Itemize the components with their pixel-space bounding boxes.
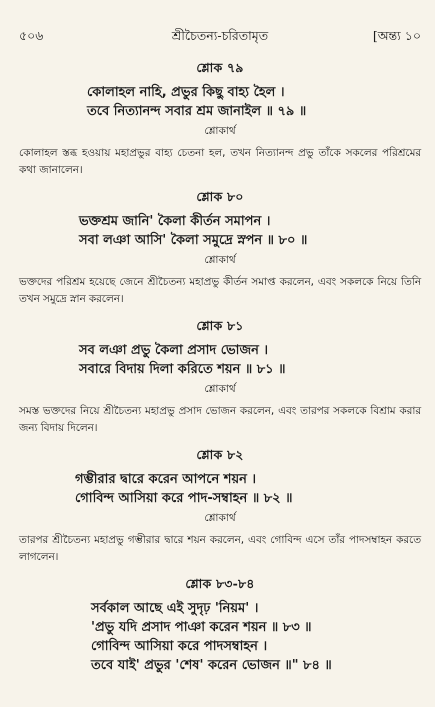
verse-line: কোলাহল নাহি, প্রভুর কিছু বাহ্য হৈল । [87, 85, 285, 100]
verse-line: 'প্রভু যদি প্রসাদ পাঞা করেন শয়ন ॥ ৮৩ ॥ [91, 620, 312, 635]
chapter-reference: [অন্ত্য ১০ [372, 28, 421, 43]
sloka-section-83-84 [19, 576, 421, 675]
translation-text: সমস্ত ভক্তদের নিয়ে শ্রীচৈতন্য মহাপ্রভু প্রসাদ ভোজন করলেন, এবং তারপর সকলকে বিশ্রাম করার জন্য বিদায় দিলেন। [19, 405, 421, 434]
verse-line: ভক্তশ্রম জানি' কৈলা কীর্তন সমাপন । [79, 214, 271, 229]
translation-label: শ্লোকার্থ [204, 125, 236, 137]
sloka-label: শ্লোক ৮৩-৮৪ [185, 576, 255, 591]
page-number: ৫০৬ [19, 28, 44, 43]
translation-text: কোলাহল স্তব্ধ হওয়ায় মহাপ্রভুর বাহ্য চেতনা হল, তখন নিত্যানন্দ প্রভু তাঁকে সকলের পরিশ্রমের কথা জানালেন। [19, 147, 421, 176]
verse-line: সর্বকাল আছে এই সুদৃঢ় 'নিয়ম' । [91, 601, 259, 616]
verse-line: তবে নিত্যানন্দ সবার শ্রম জানাইল ॥ ৭৯ ॥ [87, 104, 307, 119]
sloka-label: শ্লোক ৮২ [196, 447, 244, 462]
page-header [19, 28, 421, 50]
sloka-label: শ্লোক ৭৯ [196, 60, 244, 75]
verse-line: সব লঞা প্রভু কৈলা প্রসাদ ভোজন । [79, 343, 269, 358]
translation-label: শ্লোকার্থ [204, 254, 236, 266]
sloka-label: শ্লোক ৮১ [196, 318, 244, 333]
sloka-section-80 [19, 189, 421, 308]
verse-line: গোবিন্দ আসিয়া করে পাদ-সম্বাহন ॥ ৮২ ॥ [75, 491, 293, 506]
translation-text: তারপর শ্রীচৈতন্য মহাপ্রভু গম্ভীরার দ্বারে শয়ন করলেন, এবং গোবিন্দ এসে তাঁর পাদসম্বাহন করতে লাগলেন। [19, 534, 421, 563]
sloka-section-79 [19, 60, 421, 179]
translation-label: শ্লোকার্থ [204, 512, 236, 524]
translation-text: ভক্তদের পরিশ্রম হয়েছে জেনে শ্রীচৈতন্য মহাপ্রভু কীর্তন সমাপ্ত করলেন, এবং সকলকে নিয়ে তিনি তখন সমুদ্রে স্নান করলেন। [19, 276, 421, 305]
verse-line: গোবিন্দ আসিয়া করে পাদসম্বাহন । [91, 639, 268, 654]
verse-line: গম্ভীরার দ্বারে করেন আপনে শয়ন । [75, 472, 257, 487]
sloka-label: শ্লোক ৮০ [196, 189, 244, 204]
sloka-section-81 [19, 318, 421, 437]
verse-line: সবারে বিদায় দিলা করিতে শয়ন ॥ ৮১ ॥ [79, 362, 286, 377]
sloka-section-82 [19, 447, 421, 566]
verse-line: তবে যাই' প্রভুর 'শেষ' করেন ভোজন ॥" ৮৪ ॥ [91, 658, 332, 673]
translation-label: শ্লোকার্থ [204, 383, 236, 395]
verse-line: সবা লঞা আসি' কৈলা সমুদ্রে স্নপন ॥ ৮০ ॥ [79, 233, 308, 248]
book-title: শ্রীচৈতন্য-চরিতামৃত [171, 28, 269, 43]
